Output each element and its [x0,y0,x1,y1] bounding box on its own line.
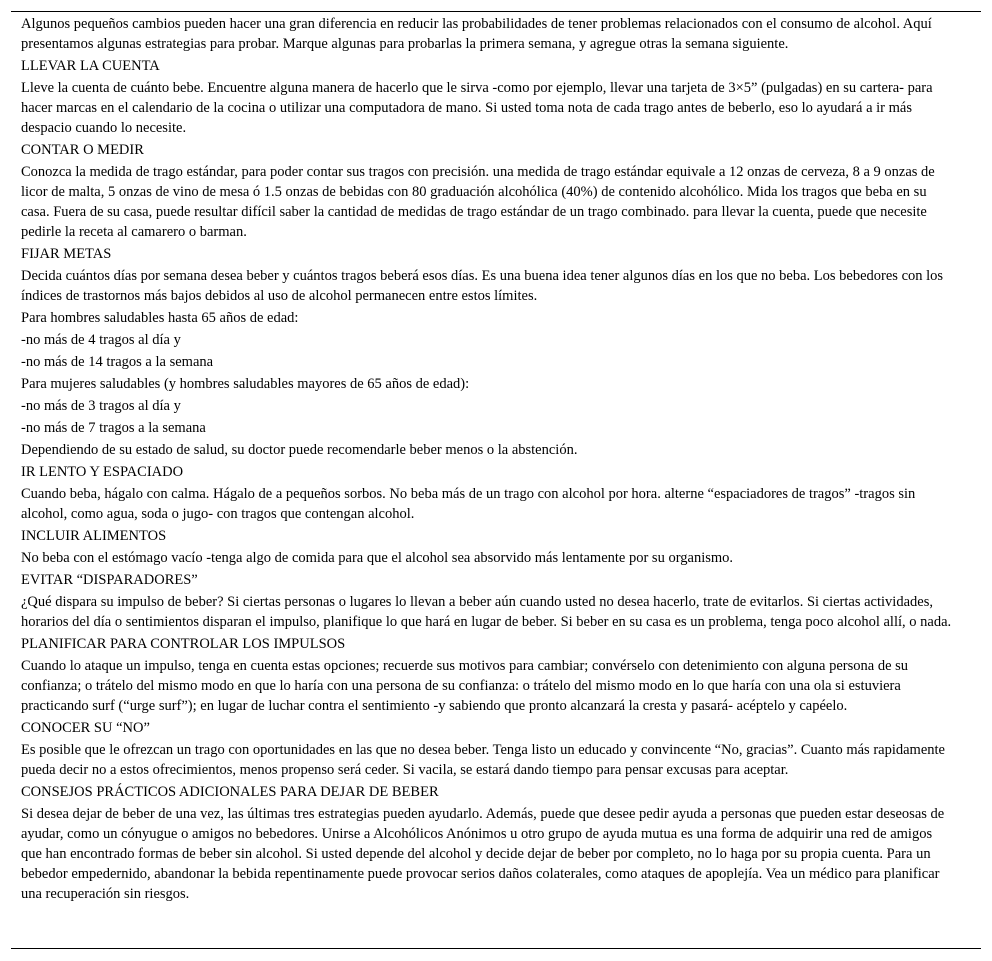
section-heading-contar-o-medir: CONTAR O MEDIR [21,142,144,158]
limit-line: -no más de 14 tragos a la semana [21,354,214,370]
intro-paragraph: Algunos pequeños cambios pueden hacer una gran diferencia en reducir las probabilidades de tener problemas relacionados con el consumo de alcohol. Aquí presentamos algunas estrategias para probar. Marque algunas para probarlas la primera semana, y agregue otras la semana siguiente. [21,16,932,52]
limit-line: -no más de 4 tragos al día y [21,332,181,348]
section-paragraph: Para hombres saludables hasta 65 años de edad: [21,310,299,326]
section-paragraph: Dependiendo de su estado de salud, su doctor puede recomendarle beber menos o la abstención. [21,442,578,458]
section-paragraph: No beba con el estómago vacío -tenga algo de comida para que el alcohol sea absorvido más lentamente por su organismo. [21,550,734,566]
section-paragraph: Decida cuántos días por semana desea beber y cuántos tragos beberá esos días. Es una buena idea tener algunos días en los que no beba. Los bebedores con los índices de trastornos más bajos debidos al uso de alcohol permanecen entre estos límites. [21,268,944,304]
document-content [21,14,956,906]
section-paragraph: Conozca la medida de trago estándar, para poder contar sus tragos con precisión. una medida de trago estándar equivale a 12 onzas de cerveza, 8 a 9 onzas de licor de malta, 5 onzas de vino de mesa ó 1.5 onzas de bebidas con 80 graduación alcohólica (40%) de contenido alcohólico. Mida los tragos que beba en su casa. Fuera de su casa, puede resultar difícil saber la cantidad de medidas de trago estándar de un trago combinado. para llevar la cuenta, puede que necesite pedirle la receta al camarero o barman. [21,164,935,240]
section-heading-incluir-alimentos: INCLUIR ALIMENTOS [21,528,167,544]
section-paragraph: Cuando beba, hágalo con calma. Hágalo de a pequeños sorbos. No beba más de un trago con alcohol por hora. alterne “espaciadores de tragos” -tragos sin alcohol, como agua, soda o jugo- con tragos que contengan alcohol. [21,486,916,522]
section-heading-fijar-metas: FIJAR METAS [21,246,112,262]
section-heading-planificar-impulsos: PLANIFICAR PARA CONTROLAR LOS IMPULSOS [21,636,346,652]
limit-line: -no más de 7 tragos a la semana [21,420,206,436]
section-heading-ir-lento-y-espaciado: IR LENTO Y ESPACIADO [21,464,184,480]
section-heading-llevar-la-cuenta: LLEVAR LA CUENTA [21,58,160,74]
section-heading-evitar-disparadores: EVITAR “DISPARADORES” [21,572,198,588]
section-paragraph: ¿Qué dispara su impulso de beber? Si ciertas personas o lugares lo llevan a beber aún cuando usted no desea hacerlo, trate de evitarlos. Si ciertas actividades, horarios del día o sentimientos disparan el impulso, planifique lo que hará en lugar de beber. Si beber en su casa es un problema, tenga poco alcohol allí, o nada. [21,594,952,630]
section-paragraph: Lleve la cuenta de cuánto bebe. Encuentre alguna manera de hacerlo que le sirva -como por ejemplo, llevar una tarjeta de 3×5” (pulgadas) en su cartera- para hacer marcas en el calendario de la cocina o utilizar una computadora de mano. Si usted toma nota de cada trago antes de beberlo, eso lo ayudará a ir más despacio cuando lo necesite. [21,80,933,136]
section-paragraph: Para mujeres saludables (y hombres saludables mayores de 65 años de edad): [21,376,470,392]
section-paragraph: Es posible que le ofrezcan un trago con oportunidades en las que no desea beber. Tenga listo un educado y convincente “No, gracias”. Cuanto más rapidamente pueda decir no a estos ofrecimientos, menos propenso será ceder. Si vacila, se estará dando tiempo para pensar excusas para aceptar. [21,742,945,778]
section-heading-consejos-adicionales: CONSEJOS PRÁCTICOS ADICIONALES PARA DEJAR DE BEBER [21,784,439,800]
section-paragraph: Si desea dejar de beber de una vez, las últimas tres estrategias pueden ayudarlo. Además, puede que desee pedir ayuda a personas que pueden estar deseosas de ayudar, como un cónyugue o amigos no bebedores. Unirse a Alcohólicos Anónimos u otro grupo de ayuda mutua es una forma de adquirir una red de amigos que han encontrado formas de beber sin alcohol. Si usted depende del alcohol y decide dejar de beber por completo, no lo haga por su propia cuenta. Para un bebedor empedernido, abandonar la bebida repentinamente puede provocar serios daños colaterales, como ataques de apoplejía. Vea un médico para planificar una recuperación sin riesgos. [21,806,945,902]
section-heading-conocer-su-no: CONOCER SU “NO” [21,720,150,736]
limit-line: -no más de 3 tragos al día y [21,398,181,414]
section-paragraph: Cuando lo ataque un impulso, tenga en cuenta estas opciones; recuerde sus motivos para cambiar; convérselo con detenimiento con alguna persona de su confianza; o trátelo del mismo modo en que lo haría con una persona de su confianza: o trátelo del mismo modo en lo que haría con una ola si estuviera practicando surf (“urge surf”); en lugar de luchar contra el sentimiento -y sabiendo que pronto alcanzará la cresta y pasará- acéptelo y capéelo. [21,658,909,714]
